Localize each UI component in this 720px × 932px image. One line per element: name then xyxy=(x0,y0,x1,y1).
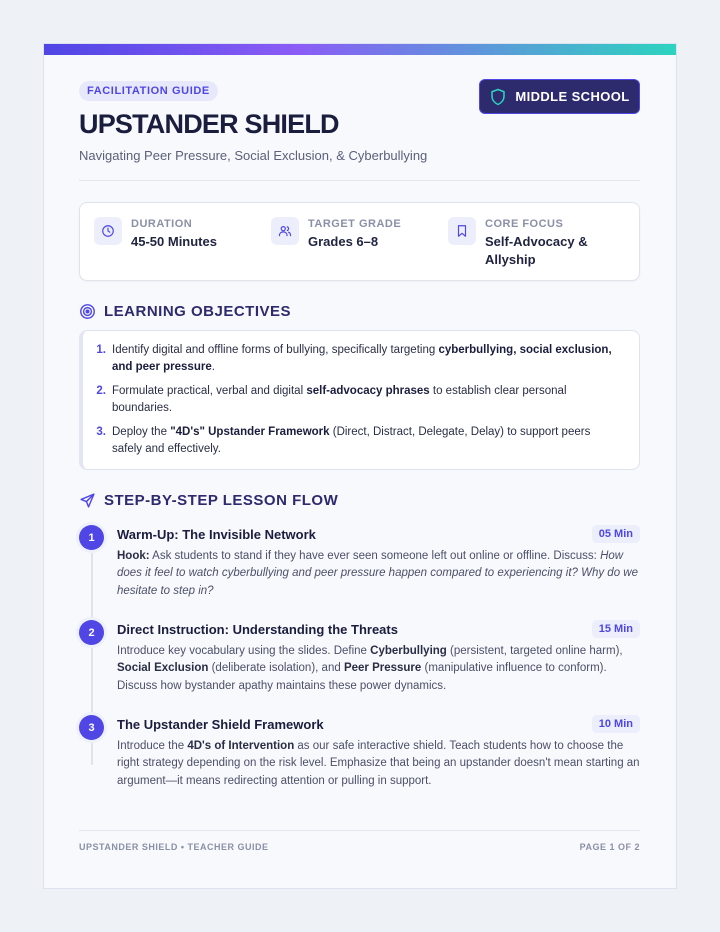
footer-document-name: UPSTANDER SHIELD • TEACHER GUIDE xyxy=(79,842,269,852)
meta-duration-label: DURATION xyxy=(131,218,193,230)
step-number-badge: 1 xyxy=(79,525,104,550)
lesson-step-2 xyxy=(79,620,640,715)
lesson-flow-heading xyxy=(79,492,640,509)
objectives-heading xyxy=(79,303,640,320)
meta-duration-value: 45-50 Minutes xyxy=(131,234,217,249)
step-title: The Upstander Shield Framework xyxy=(117,716,324,732)
meta-duration xyxy=(94,217,271,280)
meta-grade-label: TARGET GRADE xyxy=(308,218,402,230)
document-page xyxy=(43,43,677,889)
step-description: Hook: Ask students to stand if they have ever seen someone left out online or offline. Discuss: How does it feel to watch cyberbullying and peer pressure happen compared to experiencing it? Why do we hesitate to step in? xyxy=(117,550,638,597)
page-footer xyxy=(79,830,640,852)
grade-level-label: MIDDLE SCHOOL xyxy=(515,89,630,104)
document-type-tag: FACILITATION GUIDE xyxy=(79,81,218,101)
objectives-card xyxy=(79,330,640,470)
shield-icon xyxy=(489,88,507,106)
step-number-badge: 2 xyxy=(79,620,104,645)
meta-grade-value: Grades 6–8 xyxy=(308,234,379,249)
step-title: Direct Instruction: Understanding the Threats xyxy=(117,621,398,637)
objective-text: Formulate practical, verbal and digital self-advocacy phrases to establish clear personal boundaries. xyxy=(112,385,567,414)
step-number-badge: 3 xyxy=(79,715,104,740)
clock-icon xyxy=(94,217,122,245)
meta-focus-value: Self-Advocacy & Allyship xyxy=(485,234,588,267)
gradient-top-bar xyxy=(44,44,676,55)
objectives-title: LEARNING OBJECTIVES xyxy=(104,303,292,320)
objective-text: Deploy the "4D's" Upstander Framework (Direct, Distract, Delegate, Delay) to support peers safely and effectively. xyxy=(112,426,591,455)
step-duration-badge: 05 Min xyxy=(592,525,640,543)
objectives-list xyxy=(93,342,623,458)
header-divider xyxy=(79,180,640,181)
lesson-meta-card xyxy=(79,202,640,281)
send-icon xyxy=(79,492,96,509)
grade-level-badge xyxy=(479,79,640,114)
lesson-flow-timeline xyxy=(79,525,640,790)
meta-target-grade xyxy=(271,217,448,280)
list-item: 2. Formulate practical, verbal and digital self-advocacy phrases to establish clear personal boundaries. xyxy=(93,383,623,417)
lesson-step-3 xyxy=(79,715,640,790)
list-item: 3. Deploy the "4D's" Upstander Framework (Direct, Distract, Delegate, Delay) to support peers safely and effectively. xyxy=(93,424,623,458)
lesson-flow-title: STEP-BY-STEP LESSON FLOW xyxy=(104,492,339,509)
step-description: Introduce key vocabulary using the slides. Define Cyberbullying (persistent, targeted online harm), Social Exclusion (deliberate isolation), and Peer Pressure (manipulative influence to conform). Discuss how bystander apathy maintains these power dynamics. xyxy=(117,645,623,692)
lesson-step-1 xyxy=(79,525,640,620)
step-description: Introduce the 4D's of Intervention as our safe interactive shield. Teach students how to choose the right strategy depending on the risk level. Emphasize that being an upstander doesn't mean starting an argument—it means redirecting attention or pulling in support. xyxy=(117,740,640,787)
step-duration-badge: 15 Min xyxy=(592,620,640,638)
page-subtitle: Navigating Peer Pressure, Social Exclusion, & Cyberbullying xyxy=(79,148,428,163)
users-icon xyxy=(271,217,299,245)
target-icon xyxy=(79,303,96,320)
objective-text: Identify digital and offline forms of bullying, specifically targeting cyberbullying, social exclusion, and peer pressure. xyxy=(112,344,612,373)
meta-core-focus xyxy=(448,217,625,280)
step-title: Warm-Up: The Invisible Network xyxy=(117,526,316,542)
bookmark-icon xyxy=(448,217,476,245)
page-title: UPSTANDER SHIELD xyxy=(79,109,339,139)
page-number: PAGE 1 OF 2 xyxy=(579,842,640,852)
step-duration-badge: 10 Min xyxy=(592,715,640,733)
list-item: 1. Identify digital and offline forms of bullying, specifically targeting cyberbullying, social exclusion, and peer pressure. xyxy=(93,342,623,376)
meta-focus-label: CORE FOCUS xyxy=(485,218,564,230)
